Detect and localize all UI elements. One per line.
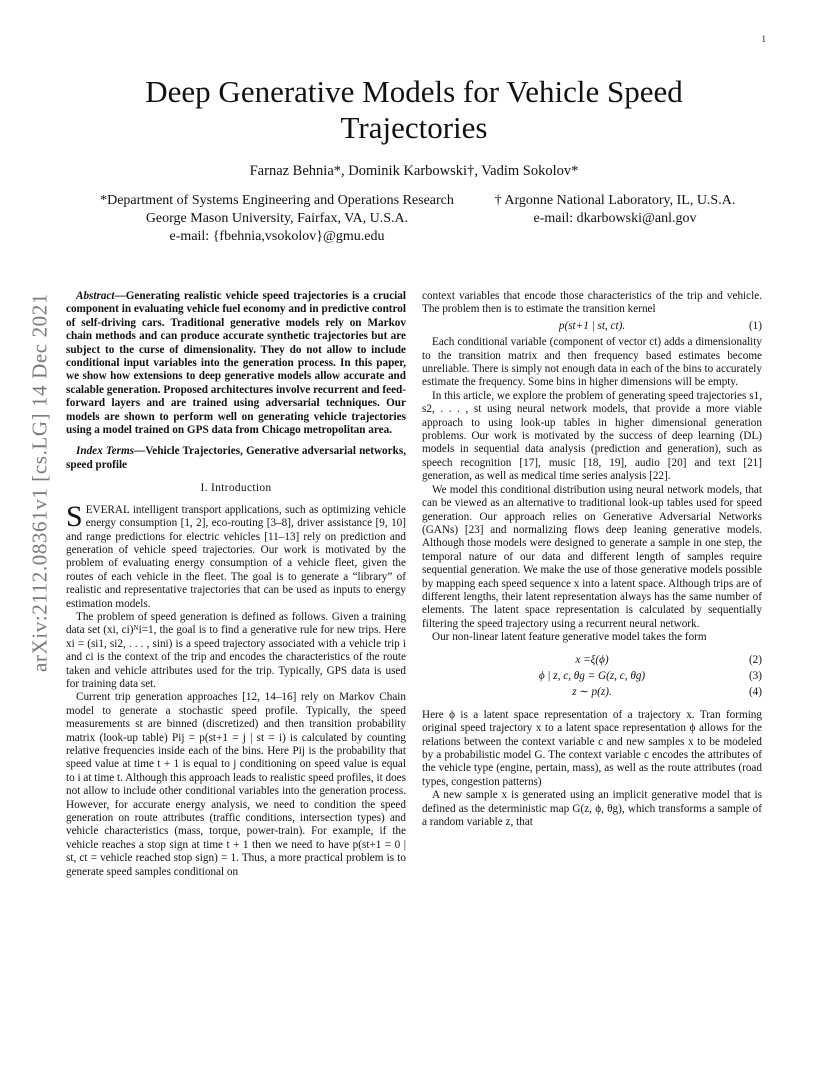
right-paragraph-0: context variables that encode those characteristics of the trip and vehicle. The problem then is to estimate the transition kernel xyxy=(422,290,762,316)
arxiv-stamp: arXiv:2112.08361v1 [cs.LG] 14 Dec 2021 xyxy=(27,293,52,672)
intro-paragraph-1-text: EVERAL intelligent transport applications, such as optimizing vehicle energy consumption [1, 2], eco-routing [3–8], driver assistance [9, 10] and range predictions for electric vehicles [11–13] rely on prediction and generation of vehicle speed trajectories. Our work is motivated by the problem of evaluating energy consumption of a vehicle fleet, given the routes of each vehicle in the fleet. The goal is to generate a “library” of realistic and representative trajectories that can be used as inputs to energy estimation models. xyxy=(66,503,406,610)
equation-2-body: x =ξ(ϕ) xyxy=(575,653,609,666)
index-terms xyxy=(66,445,406,472)
intro-paragraph-1 xyxy=(66,499,406,611)
title-line-1: Deep Generative Models for Vehicle Speed xyxy=(145,74,683,109)
right-paragraph-4: Our non-linear latent feature generative model takes the form xyxy=(432,631,707,644)
right-paragraph-1: Each conditional variable (component of vector ct) adds a dimensionality to the transition matrix and then frequency based estimates become unreliable. There is simply not enough data in each of the bins to accurately estimate the frequency. Some bins in higher dimensions will be empty. xyxy=(422,336,762,389)
right-paragraph-2: In this article, we explore the problem of generating speed trajectories s1, s2, . . . , st using neural network models, that provide a more viable approach to using look-up tables in higher dimensional generation problems. Our work is motivated by the success of deep learning (DL) models in sequential data analysis (prediction and generation), such as speech recognition [17], music [18, 19], audio [20] and text [21] generation, as well as medical time series analysis [22]. xyxy=(422,389,762,483)
author-list: Farnaz Behnia*, Dominik Karbowski†, Vadim Sokolov* xyxy=(249,163,579,179)
left-column xyxy=(66,290,406,879)
affiliation-left-line-2: George Mason University, Fairfax, VA, U.S.A. xyxy=(145,211,409,226)
right-paragraph-6: A new sample x is generated using an implicit generative model that is defined as the deterministic map G(z, ϕ, θg), which transforms a sample of a random variable z, that xyxy=(422,789,762,829)
abstract-text: —Generating realistic vehicle speed trajectories is a crucial component in evaluating vehicle fuel economy and in predictive control of self-driving cars. Traditional generative models rely on Markov chain methods and can produce accurate synthetic trajectories but are subject to the curse of dimensionality. They do not allow to include conditional input variables into the generation process. In this paper, we show how extensions to deep generative models allow accurate and scalable generation. Proposed architectures involve recurrent and feed-forward layers and are trained using adversarial techniques. Our models are shown to perform well on generating vehicle trajectories using a model trained on GPS data from Chicago metropolitan area. xyxy=(66,290,406,437)
equation-2-number: (2) xyxy=(748,653,762,666)
equation-1-body: p(st+1 | st, ct). xyxy=(558,319,626,332)
equation-1 xyxy=(422,320,762,333)
affiliation-right-line-1: † Argonne National Laboratory, IL, U.S.A. xyxy=(494,193,736,208)
equation-4 xyxy=(422,686,762,699)
index-terms-text: —Vehicle Trajectories, Generative adversarial networks, speed profile xyxy=(66,445,406,471)
paper-title xyxy=(80,74,748,146)
affiliation-left xyxy=(82,192,472,246)
drop-cap: S xyxy=(66,499,83,533)
equation-3 xyxy=(422,670,762,683)
abstract xyxy=(66,290,406,437)
equation-4-number: (4) xyxy=(748,686,762,699)
index-terms-label: Index Terms xyxy=(76,445,135,458)
title-line-2: Trajectories xyxy=(340,110,488,145)
intro-paragraph-2: The problem of speed generation is defined as follows. Given a training data set (xi, ci)ᴺi=1, the goal is to find a generative rule for new trips. Here xi = (si1, si2, . . . , sini) is a speed trajectory associated with a vehicle trip i and ci is the context of the trip and encodes the characteristics of the route taken and vehicle attributes used for the trip. Typically, GPS data is used for training data set. xyxy=(66,610,406,690)
intro-paragraph-3: Current trip generation approaches [12, 14–16] rely on Markov Chain model to generate a stochastic speed profile. Typically, the speed measurements st are binned (discretized) and then transition probability matrix (look-up table) Pij = p(st+1 = j | st = i) is calculated by counting relative frequencies inside each of the bins. Here Pij is the probability that speed value at time t + 1 is equal to j conditioning on speed value is equal to i at time t. Although this approach leads to realistic speed profiles, it does not allow to include other conditional variables into the generation process. However, for accurate energy analysis, we need to condition the speed generation on route attributes (traffic conditions, intersection types) and vehicle characteristics (mass, torque, power-train). For example, if the vehicle reaches a stop sign at time t + 1 then we need to have p(st+1 = 0 | st, ct = vehicle reached stop sign) = 1. Thus, a more practical problem is to generate speed samples conditional on xyxy=(66,691,406,878)
right-column xyxy=(422,290,762,829)
equation-1-number: (1) xyxy=(748,319,762,332)
affiliation-left-line-1: *Department of Systems Engineering and Operations Research xyxy=(100,193,454,208)
equation-3-number: (3) xyxy=(748,669,762,682)
affiliation-right-line-2: e-mail: dkarbowski@anl.gov xyxy=(533,211,697,226)
affiliation-left-line-3: e-mail: {fbehnia,vsokolov}@gmu.edu xyxy=(169,229,385,244)
page-number: 1 xyxy=(761,34,766,44)
equation-3-body: ϕ | z, c, θg = G(z, c, θg) xyxy=(538,669,646,682)
affiliation-right xyxy=(476,192,754,228)
equation-4-body: z ∼ p(z). xyxy=(572,686,612,699)
right-paragraph-5: Here ϕ is a latent space representation of a trajectory x. Tran forming original speed trajectory x to a latent space representation ϕ allows for the relations between the context variable c and new samples x to be modeled by a probabilistic model G. The context variable c encodes the attributes of the vehicle type (engine, pertain, mass), as well as the route attributes (road types, congestion patterns) xyxy=(422,708,762,788)
right-paragraph-3: We model this conditional distribution using neural network models, that can be viewed as an alternative to traditional look-up tables used for speed generation. Our approach relies on Generative Adversarial Networks (GANs) [23] and normalizing flows deep leaning generative models. Although those models were designed to generate a sample in one step, the temporal nature of our data and different length of samples require sequential generation. We make the use of those generative models possible by mapping each speed sequence x into a latent space. Although trips are of different lengths, their latent representation always has the same number of elements. The latent space representation is calculated by sequentially filtering the speed trajectory using a recurrent neural network. xyxy=(422,483,762,630)
equation-2 xyxy=(422,654,762,667)
abstract-label: Abstract xyxy=(76,290,115,302)
section-heading-introduction: I. Introduction xyxy=(200,482,272,495)
